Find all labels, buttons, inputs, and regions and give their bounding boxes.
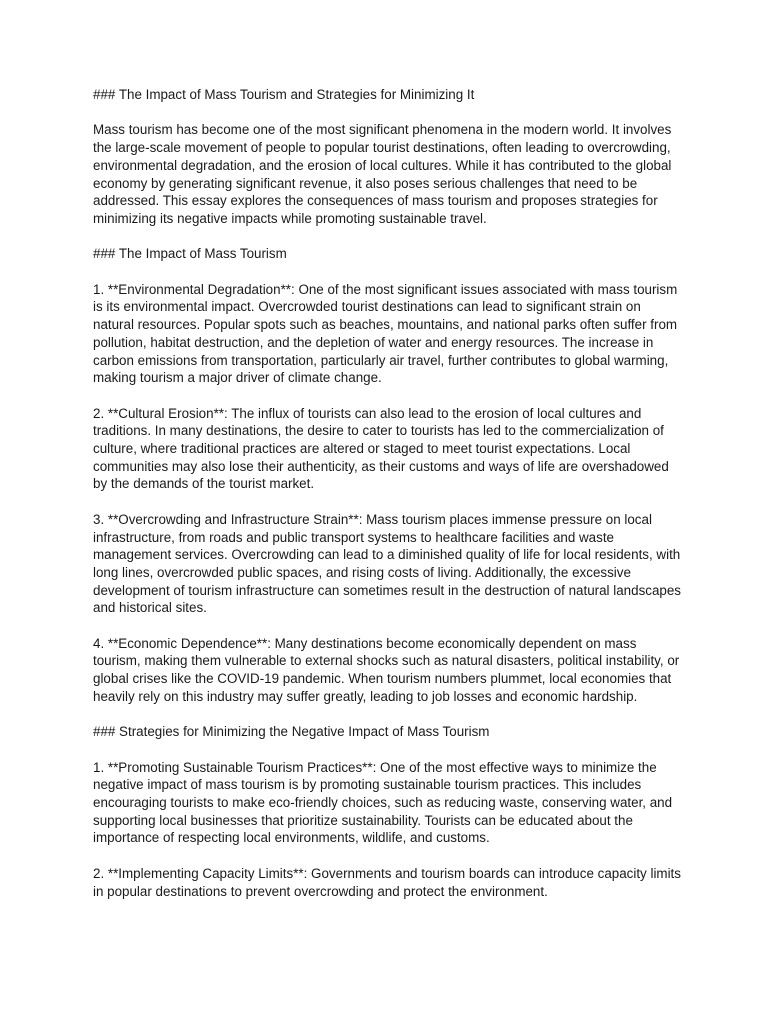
strategy-item-sustainable: 1. **Promoting Sustainable Tourism Practices**: One of the most effective ways to minimize the negative impact of mass tourism is by promoting sustainable tourism practices. This includes encouraging tourists to make eco-friendly choices, such as reducing waste, conserving water, and supporting local businesses that prioritize sustainability. Tourists can be educated about the importance of respecting local environments, wildlife, and customs.: [93, 759, 673, 846]
intro-paragraph: Mass tourism has become one of the most significant phenomena in the modern world. It involves the large-scale movement of people to popular tourist destinations, often leading to overcrowding, environmental degradation, and the erosion of local cultures. While it has contributed to the global economy by generating significant revenue, it also poses serious challenges that need to be addressed. This essay explores the consequences of mass tourism and proposes strategies for minimizing its negative impacts while promoting sustainable travel.: [93, 122, 672, 226]
impact-item-economic: 4. **Economic Dependence**: Many destinations become economically dependent on mass tourism, making them vulnerable to external shocks such as natural disasters, political instability, or global crises like the COVID-19 pandemic. When tourism numbers plummet, local economies that heavily rely on this industry may suffer greatly, leading to job losses and economic hardship.: [93, 635, 680, 704]
impact-item-cultural: 2. **Cultural Erosion**: The influx of tourists can also lead to the erosion of local cultures and traditions. In many destinations, the desire to cater to tourists has led to the commercialization of culture, where traditional practices are altered or staged to meet tourist expectations. Local communities may also lose their authenticity, as their customs and ways of life are overshadowed by the demands of the tourist market.: [93, 405, 669, 492]
strategies-heading: ### Strategies for Minimizing the Negative Impact of Mass Tourism: [93, 724, 490, 740]
impact-heading: ### The Impact of Mass Tourism: [93, 246, 287, 262]
document-page: [93, 86, 683, 918]
impact-item-overcrowding: 3. **Overcrowding and Infrastructure Strain**: Mass tourism places immense pressure on local infrastructure, from roads and public transport systems to healthcare facilities and waste management services. Overcrowding can lead to a diminished quality of life for local residents, with long lines, overcrowded public spaces, and rising costs of living. Additionally, the excessive development of tourism infrastructure can sometimes result in the destruction of natural landscapes and historical sites.: [93, 511, 681, 616]
impact-item-environmental: 1. **Environmental Degradation**: One of the most significant issues associated with mass tourism is its environmental impact. Overcrowded tourist destinations can lead to significant strain on natural resources. Popular spots such as beaches, mountains, and national parks often suffer from pollution, habitat destruction, and the depletion of water and energy resources. The increase in carbon emissions from transportation, particularly air travel, further contributes to global warming, making tourism a major driver of climate change.: [93, 281, 678, 386]
strategy-item-capacity: 2. **Implementing Capacity Limits**: Governments and tourism boards can introduce capacity limits in popular destinations to prevent overcrowding and protect the environment.: [93, 865, 681, 899]
document-title: ### The Impact of Mass Tourism and Strategies for Minimizing It: [93, 87, 475, 102]
